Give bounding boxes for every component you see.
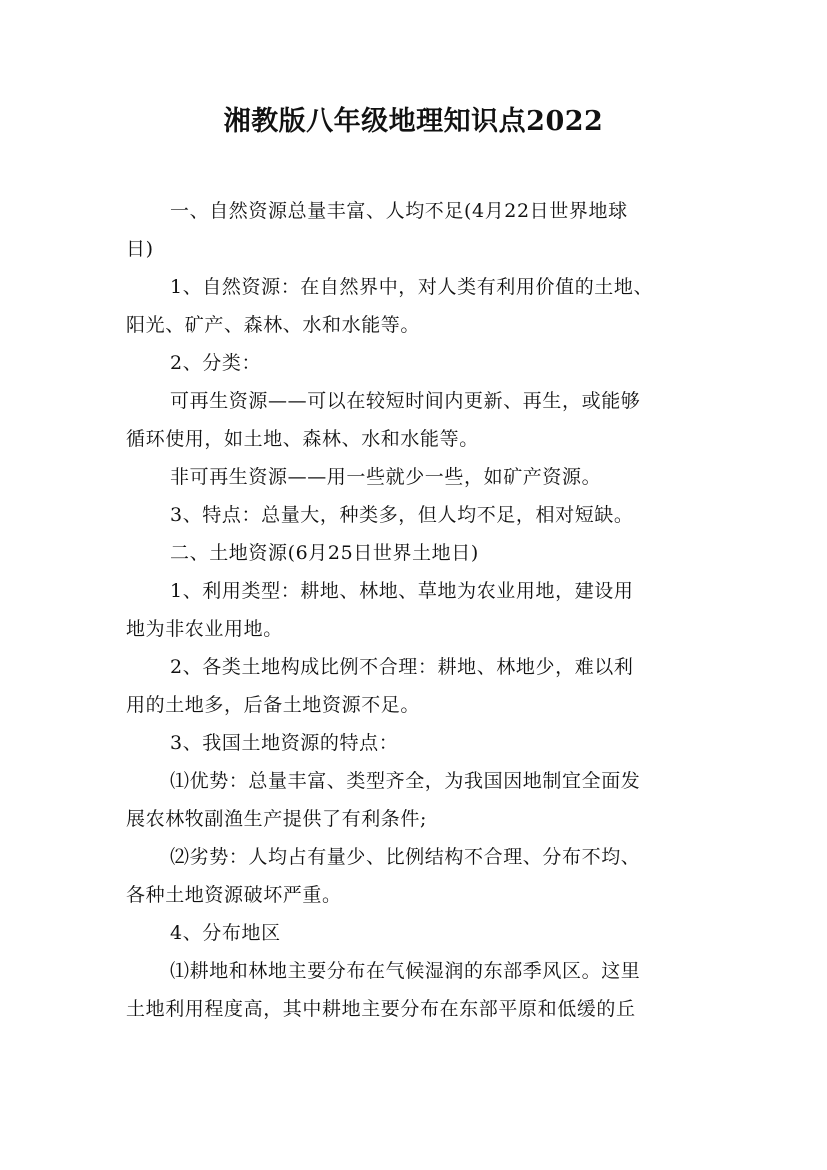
text-line: 3、我国土地资源的特点：: [170, 732, 399, 754]
text-line: ⑴优势：总量丰富、类型齐全，为我国因地制宜全面发: [170, 770, 641, 792]
text-line: 展农林牧副渔生产提供了有利条件;: [126, 808, 428, 830]
text-line: 二、土地资源(6月25日世界土地日): [170, 542, 479, 564]
text-line: 阳光、矿产、森林、水和水能等。: [126, 314, 421, 336]
text-line: 1、自然资源：在自然界中，对人类有利用价值的土地、: [170, 276, 654, 298]
text-line: 土地利用程度高，其中耕地主要分布在东部平原和低缓的丘: [126, 998, 636, 1020]
text-line: 循环使用，如土地、森林、水和水能等。: [126, 428, 479, 450]
document-body: [126, 192, 706, 1028]
text-line: 4、分布地区: [170, 922, 281, 944]
text-line: ⑵劣势：人均占有量少、比例结构不合理、分布不均、: [170, 846, 641, 868]
text-line: 非可再生资源——用一些就少一些，如矿产资源。: [170, 466, 602, 488]
text-line: 3、特点：总量大，种类多，但人均不足，相对短缺。: [170, 504, 634, 526]
text-line: 可再生资源——可以在较短时间内更新、再生，或能够: [170, 390, 641, 412]
text-line: 2、分类：: [170, 352, 262, 374]
text-line: 日): [126, 238, 154, 260]
text-line: 各种土地资源破坏严重。: [126, 884, 342, 906]
text-line: 2、各类土地构成比例不合理：耕地、林地少，难以利: [170, 656, 634, 678]
text-line: 用的土地多，后备土地资源不足。: [126, 694, 421, 716]
text-line: ⑴耕地和林地主要分布在气候湿润的东部季风区。这里: [170, 960, 641, 982]
text-line: 一、自然资源总量丰富、人均不足(4月22日世界地球: [170, 200, 628, 222]
document-title: 湘教版八年级地理知识点2022: [223, 106, 604, 137]
text-line: 1、利用类型：耕地、林地、草地为农业用地，建设用: [170, 580, 634, 602]
text-line: 地为非农业用地。: [126, 618, 283, 640]
